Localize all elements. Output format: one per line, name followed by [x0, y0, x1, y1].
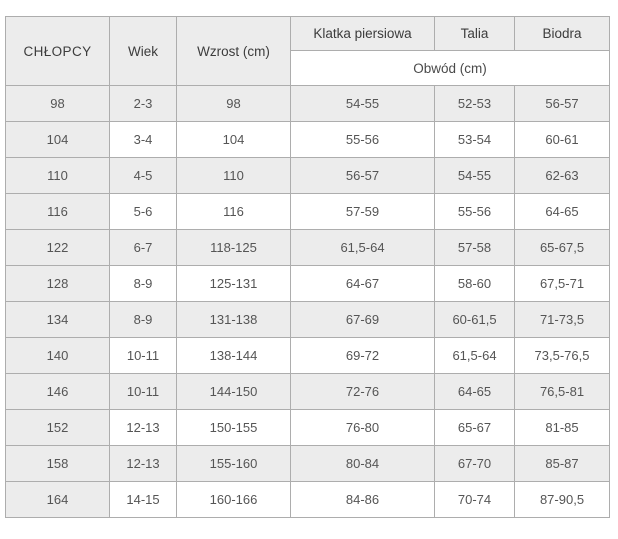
waist-cell: 70-74 [435, 482, 515, 518]
hips-cell: 81-85 [515, 410, 610, 446]
height-cell: 116 [177, 194, 291, 230]
size-cell: 110 [6, 158, 110, 194]
waist-cell: 57-58 [435, 230, 515, 266]
size-cell: 152 [6, 410, 110, 446]
hips-cell: 62-63 [515, 158, 610, 194]
height-cell: 138-144 [177, 338, 291, 374]
height-cell: 125-131 [177, 266, 291, 302]
chest-cell: 56-57 [291, 158, 435, 194]
header-row-main [6, 17, 610, 51]
age-cell: 6-7 [110, 230, 177, 266]
waist-cell: 61,5-64 [435, 338, 515, 374]
hips-cell: 65-67,5 [515, 230, 610, 266]
size-cell: 158 [6, 446, 110, 482]
hips-cell: 85-87 [515, 446, 610, 482]
size-row-116 [6, 194, 610, 230]
age-cell: 3-4 [110, 122, 177, 158]
height-cell: 160-166 [177, 482, 291, 518]
age-cell: 8-9 [110, 266, 177, 302]
size-cell: 140 [6, 338, 110, 374]
chest-cell: 61,5-64 [291, 230, 435, 266]
column-header-waist: Talia [435, 17, 515, 51]
chest-cell: 80-84 [291, 446, 435, 482]
waist-cell: 65-67 [435, 410, 515, 446]
size-cell: 164 [6, 482, 110, 518]
chest-cell: 54-55 [291, 86, 435, 122]
waist-cell: 55-56 [435, 194, 515, 230]
hips-cell: 73,5-76,5 [515, 338, 610, 374]
size-row-146 [6, 374, 610, 410]
waist-cell: 52-53 [435, 86, 515, 122]
size-cell: 128 [6, 266, 110, 302]
age-cell: 4-5 [110, 158, 177, 194]
age-cell: 14-15 [110, 482, 177, 518]
height-cell: 155-160 [177, 446, 291, 482]
size-cell: 122 [6, 230, 110, 266]
waist-cell: 58-60 [435, 266, 515, 302]
size-cell: 98 [6, 86, 110, 122]
size-cell: 104 [6, 122, 110, 158]
size-row-140 [6, 338, 610, 374]
size-row-158 [6, 446, 610, 482]
hips-cell: 60-61 [515, 122, 610, 158]
height-cell: 110 [177, 158, 291, 194]
age-cell: 10-11 [110, 338, 177, 374]
height-cell: 104 [177, 122, 291, 158]
chest-cell: 84-86 [291, 482, 435, 518]
height-cell: 144-150 [177, 374, 291, 410]
size-row-152 [6, 410, 610, 446]
size-cell: 146 [6, 374, 110, 410]
size-row-122 [6, 230, 610, 266]
waist-cell: 67-70 [435, 446, 515, 482]
size-row-98 [6, 86, 610, 122]
waist-cell: 60-61,5 [435, 302, 515, 338]
age-cell: 12-13 [110, 446, 177, 482]
height-cell: 98 [177, 86, 291, 122]
hips-cell: 64-65 [515, 194, 610, 230]
table-body [6, 86, 610, 518]
hips-cell: 56-57 [515, 86, 610, 122]
age-cell: 8-9 [110, 302, 177, 338]
hips-cell: 76,5-81 [515, 374, 610, 410]
age-cell: 10-11 [110, 374, 177, 410]
chest-cell: 67-69 [291, 302, 435, 338]
column-header-chest: Klatka piersiowa [291, 17, 435, 51]
size-cell: 116 [6, 194, 110, 230]
hips-cell: 67,5-71 [515, 266, 610, 302]
size-row-164 [6, 482, 610, 518]
boys-size-chart-table [5, 16, 610, 518]
waist-cell: 64-65 [435, 374, 515, 410]
circumference-unit-header: Obwód (cm) [291, 51, 610, 86]
age-cell: 12-13 [110, 410, 177, 446]
chest-cell: 72-76 [291, 374, 435, 410]
height-cell: 150-155 [177, 410, 291, 446]
column-header-hips: Biodra [515, 17, 610, 51]
chest-cell: 57-59 [291, 194, 435, 230]
table-header [6, 17, 610, 86]
waist-cell: 54-55 [435, 158, 515, 194]
size-row-110 [6, 158, 610, 194]
height-cell: 118-125 [177, 230, 291, 266]
waist-cell: 53-54 [435, 122, 515, 158]
age-cell: 2-3 [110, 86, 177, 122]
column-header-height: Wzrost (cm) [177, 17, 291, 86]
age-cell: 5-6 [110, 194, 177, 230]
column-header-category: CHŁOPCY [6, 17, 110, 86]
height-cell: 131-138 [177, 302, 291, 338]
size-row-104 [6, 122, 610, 158]
column-header-age: Wiek [110, 17, 177, 86]
chest-cell: 76-80 [291, 410, 435, 446]
chest-cell: 64-67 [291, 266, 435, 302]
chest-cell: 69-72 [291, 338, 435, 374]
chest-cell: 55-56 [291, 122, 435, 158]
size-row-128 [6, 266, 610, 302]
hips-cell: 87-90,5 [515, 482, 610, 518]
size-cell: 134 [6, 302, 110, 338]
hips-cell: 71-73,5 [515, 302, 610, 338]
size-row-134 [6, 302, 610, 338]
